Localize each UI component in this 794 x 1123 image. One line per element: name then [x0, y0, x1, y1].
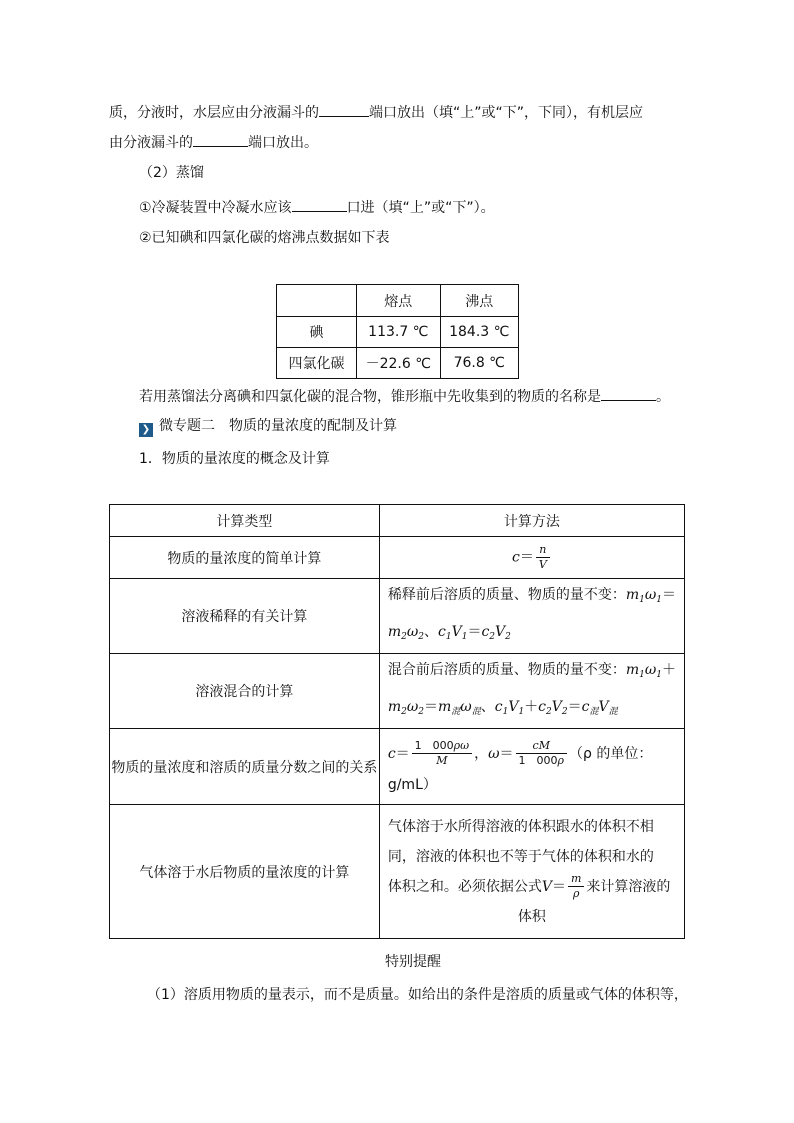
table-cell: 113.7 ℃ [357, 317, 440, 348]
method-text: 混合前后溶质的质量、物质的量不变： [387, 662, 626, 678]
text: 端口放出（填“上”或“下”，下同），有机层应 [369, 105, 644, 121]
table-cell: 184.3 ℃ [440, 317, 519, 348]
method-cell: 气体溶于水所得溶液的体积跟水的体积不相 同，溶液的体积也不等于气体的体积和水的 体积之和。必须依据公式V＝ $\frac{m}{\rho}$ 来计算溶液的 体积 [379, 805, 684, 939]
text: 端口放出。 [248, 135, 318, 151]
header-cell: 计算类型 [110, 505, 380, 537]
fill-blank[interactable] [601, 385, 656, 401]
table-header-row [110, 505, 685, 537]
text: ①冷凝装置中冷凝水应该 [139, 200, 292, 216]
text: 。 [656, 389, 670, 405]
section-heading [139, 416, 397, 437]
method-line: 体积 [517, 908, 546, 925]
method-line: 体积之和。必须依据公式 [387, 878, 542, 895]
table-cell: 碘 [277, 317, 357, 348]
unit-note: （ρ 的单位： [569, 745, 653, 762]
question-condenser [139, 196, 495, 218]
fill-blank[interactable] [292, 196, 347, 212]
table-row [277, 348, 519, 379]
header-cell [277, 285, 357, 317]
calc-type: 物质的量浓度的简单计算 [110, 537, 380, 579]
text: 质，分液时，水层应由分液漏斗的 [109, 105, 319, 121]
method-line: 同，溶液的体积也不等于气体的体积和水的 [387, 848, 654, 865]
table-header-row [277, 285, 519, 317]
table-row [110, 579, 685, 654]
calc-type: 气体溶于水后物质的量浓度的计算 [110, 805, 380, 939]
chevron-right-icon: ❯ [139, 423, 153, 437]
method-line: 气体溶于水所得溶液的体积跟水的体积不相 [387, 818, 654, 835]
fill-blank[interactable] [193, 131, 248, 147]
calc-type: 溶液混合的计算 [110, 654, 380, 729]
method-cell: c＝ $\frac{1 000\rho\omega}{M}$ ，ω＝ $\frac{cM}{1 000\rho}$ （ρ 的单位： g/mL） [379, 729, 684, 805]
text: 由分液漏斗的 [109, 135, 193, 151]
section-title: 微专题二 物质的量浓度的配制及计算 [159, 418, 397, 434]
method-cell: 混合前后溶质的质量、物质的量不变：$m_1\omega_1+$ $m_2\omega_2=m_混\omega_混$、$c_1V_1+c_2V_2=c_混V_混$ [379, 654, 684, 729]
header-cell: 沸点 [440, 285, 519, 317]
table-cell: 四氯化碳 [277, 348, 357, 379]
paragraph-separation-cont [109, 131, 318, 153]
melting-boiling-table [276, 284, 519, 379]
subheading-distillation: （2）蒸馏 [139, 165, 204, 181]
calc-type: 物质的量浓度和溶质的质量分数之间的关系 [110, 729, 380, 805]
table-intro: ②已知碘和四氯化碳的熔沸点数据如下表 [139, 230, 390, 246]
question-distillation [139, 385, 670, 407]
formula-cell: c＝ $\frac{n}{V}$ [379, 537, 684, 579]
table-row [110, 805, 685, 939]
table-row [110, 729, 685, 805]
unit-note-end: g/mL） [387, 776, 437, 793]
calc-type: 溶液稀释的有关计算 [110, 579, 380, 654]
fill-blank[interactable] [319, 101, 369, 117]
tip-title: 特别提醒 [385, 954, 441, 970]
tip-text: （1）溶质用物质的量表示，而不是质量。如给出的条件是溶质的质量或气体的体积等， [147, 987, 688, 1003]
table-row [277, 317, 519, 348]
method-line: 来计算溶液的 [586, 878, 671, 895]
table-cell: 76.8 ℃ [440, 348, 519, 379]
method-text: 稀释前后溶质的质量、物质的量不变： [387, 587, 626, 603]
text: 若用蒸馏法分离碘和四氯化碳的混合物，锥形瓶中先收集到的物质的名称是 [139, 389, 601, 405]
table-row [110, 537, 685, 579]
subsection-heading: 1．物质的量浓度的概念及计算 [139, 451, 330, 467]
paragraph-separation [109, 101, 643, 123]
header-cell: 熔点 [357, 285, 440, 317]
table-cell: －22.6 ℃ [357, 348, 440, 379]
method-cell: 稀释前后溶质的质量、物质的量不变：$m_1\omega_1=$ $m_2\omega_2$、$c_1V_1=c_2V_2$ [379, 579, 684, 654]
table-row [110, 654, 685, 729]
text: 口进（填“上”或“下”）。 [346, 200, 495, 216]
calculation-table [109, 504, 685, 939]
header-cell: 计算方法 [379, 505, 684, 537]
